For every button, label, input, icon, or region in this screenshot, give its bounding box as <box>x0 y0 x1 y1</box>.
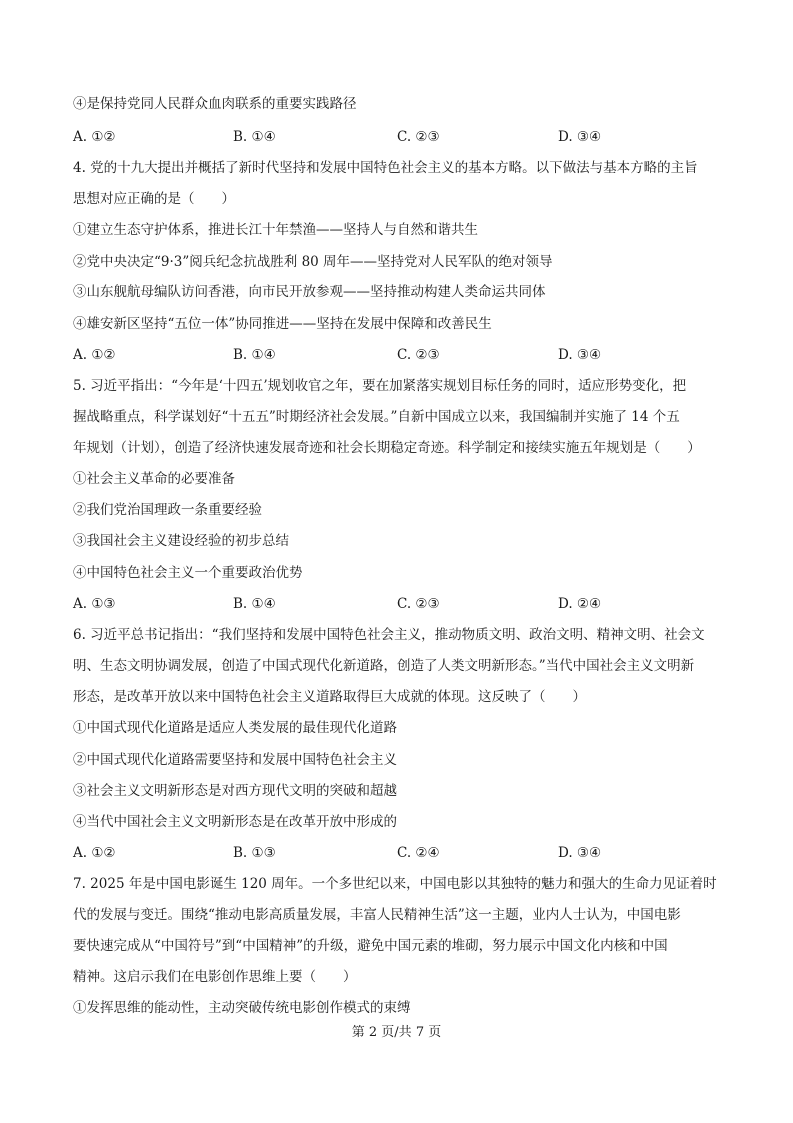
q5-statement-4: ④中国特色社会主义一个重要政治优势 <box>73 565 303 581</box>
q5-statement-3: ③我国社会主义建设经验的初步总结 <box>73 533 289 549</box>
q6-statement-4: ④当代中国社会主义文明新形态是在改革开放中形成的 <box>73 814 397 830</box>
q5-option-b: B. ①④ <box>233 596 276 612</box>
q5-stem-line-3: 年规划（计划），创造了经济快速发展奇迹和社会长期稳定奇迹。科学制定和接续实施五年规划是（ ） <box>73 440 701 456</box>
q6-statement-3: ③社会主义文明新形态是对西方现代文明的突破和超越 <box>73 783 397 799</box>
q7-stem-line-4: 精神。这启示我们在电影创作思维上要（ ） <box>73 969 357 985</box>
q6-option-a: A. ①② <box>73 845 116 861</box>
q6-stem-line-3: 形态，是改革开放以来中国特色社会主义道路取得巨大成就的体现。这反映了（ ） <box>73 689 586 705</box>
q4-statement-1: ①建立生态守护体系，推进长江十年禁渔——坚持人与自然和谐共生 <box>73 222 478 238</box>
q6-option-b: B. ①③ <box>233 845 276 861</box>
q7-stem-line-3: 要快速完成从“中国符号”到“中国精神”的升级，避免中国元素的堆砌，努力展示中国文化内核和中国 <box>73 938 668 954</box>
q5-statement-1: ①社会主义革命的必要准备 <box>73 471 235 487</box>
q3-options <box>73 127 723 147</box>
q6-statement-1: ①中国式现代化道路是适应人类发展的最佳现代化道路 <box>73 720 397 736</box>
q5-option-a: A. ①③ <box>73 596 116 612</box>
q3-option-b: B. ①④ <box>233 129 276 145</box>
q5-option-d: D. ②④ <box>558 596 602 612</box>
q5-stem-line-2: 握战略重点，科学谋划好“十五五”时期经济社会发展。”自新中国成立以来，我国编制并实施了 14 个五 <box>73 409 680 425</box>
q5-statement-2: ②我们党治国理政一条重要经验 <box>73 502 262 518</box>
q3-option-a: A. ①② <box>73 129 116 145</box>
q4-statement-3: ③山东舰航母编队访问香港，向市民开放参观——坚持推动构建人类命运共同体 <box>73 284 546 300</box>
q4-option-c: C. ②③ <box>397 347 440 363</box>
q6-option-c: C. ②④ <box>397 845 440 861</box>
q4-statement-4: ④雄安新区坚持“五位一体”协同推进——坚持在发展中保障和改善民生 <box>73 316 492 332</box>
q3-option-c: C. ②③ <box>397 129 440 145</box>
q7-stem-line-2: 代的发展与变迁。围绕“推动电影高质量发展，丰富人民精神生活”这一主题，业内人士认为，中国电影 <box>73 907 681 923</box>
q6-options <box>73 843 723 863</box>
q6-stem-line-1: 6. 习近平总书记指出：“我们坚持和发展中国特色社会主义，推动物质文明、政治文明、精神文明、社会文 <box>73 627 705 643</box>
page-number-footer: 第 2 页/共 7 页 <box>351 1025 442 1040</box>
q3-statement-4: ④是保持党同人民群众血肉联系的重要实践路径 <box>73 96 357 112</box>
q4-option-b: B. ①④ <box>233 347 276 363</box>
q4-options <box>73 345 723 365</box>
q4-option-a: A. ①② <box>73 347 116 363</box>
q3-option-d: D. ③④ <box>558 129 602 145</box>
q6-stem-line-2: 明、生态文明协调发展，创造了中国式现代化新道路，创造了人类文明新形态。”当代中国社会主义文明新 <box>73 658 695 674</box>
q4-stem-line-1: 4. 党的十九大提出并概括了新时代坚持和发展中国特色社会主义的基本方略。以下做法与基本方略的主旨 <box>73 160 698 176</box>
q4-option-d: D. ③④ <box>558 347 602 363</box>
q5-stem-line-1: 5. 习近平指出：“今年是‘十四五’规划收官之年，要在加紧落实规划目标任务的同时，适应形势变化，把 <box>73 378 687 394</box>
q4-stem-line-2: 思想对应正确的是（ ） <box>73 191 235 207</box>
q4-statement-2: ②党中央决定“9·3”阅兵纪念抗战胜利 80 周年——坚持党对人民军队的绝对领导 <box>73 254 553 270</box>
q6-option-d: D. ③④ <box>558 845 602 861</box>
q5-options <box>73 594 723 614</box>
q5-option-c: C. ②③ <box>397 596 440 612</box>
q6-statement-2: ②中国式现代化道路需要坚持和发展中国特色社会主义 <box>73 752 397 768</box>
q7-stem-line-1: 7. 2025 年是中国电影诞生 120 周年。一个多世纪以来，中国电影以其独特的魅力和强大的生命力见证着时 <box>73 876 717 892</box>
q7-statement-1: ①发挥思维的能动性，主动突破传统电影创作模式的束缚 <box>73 1000 411 1016</box>
